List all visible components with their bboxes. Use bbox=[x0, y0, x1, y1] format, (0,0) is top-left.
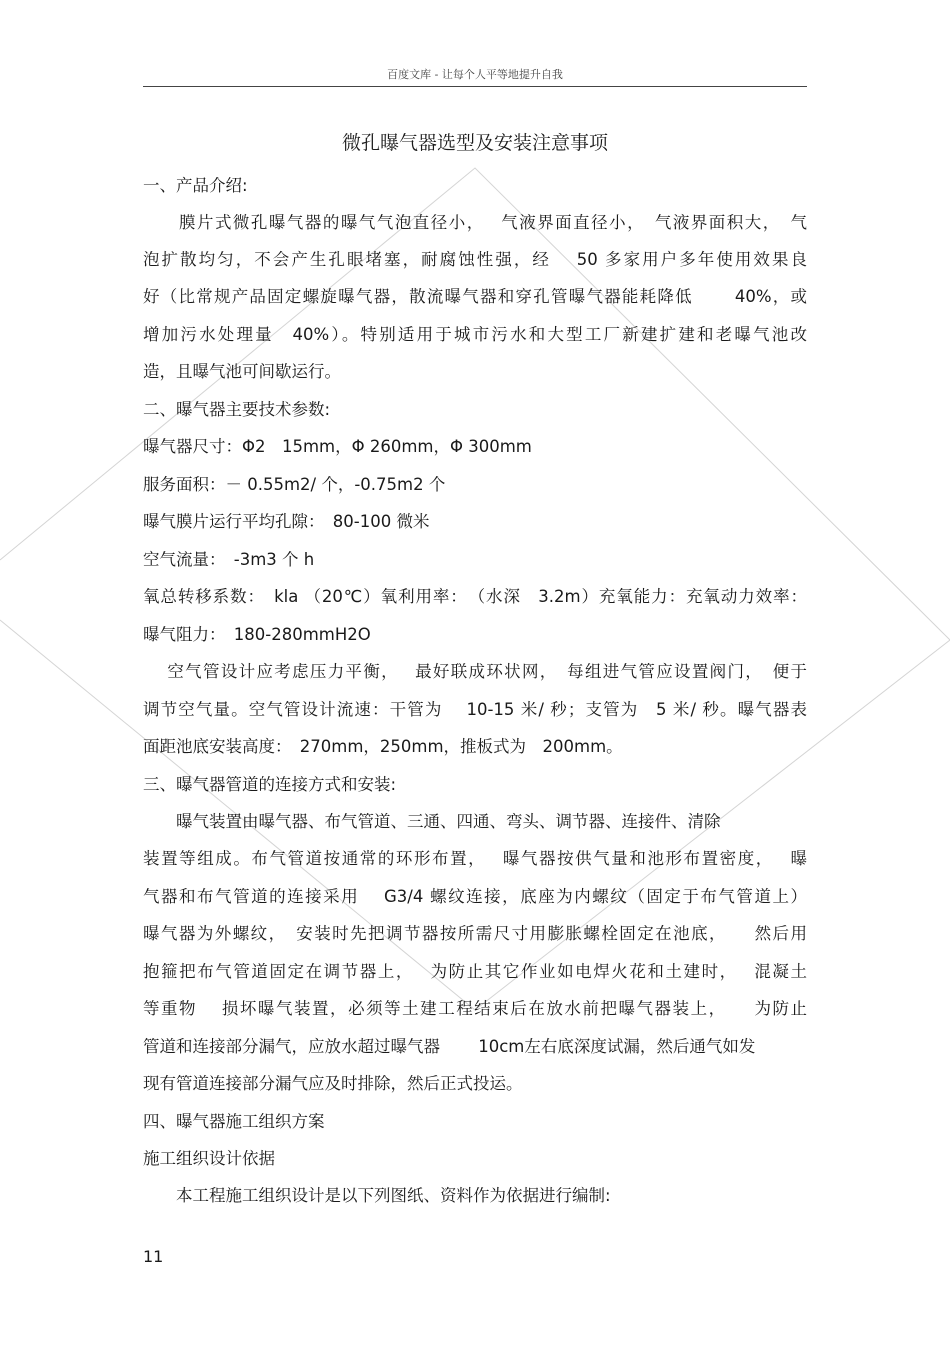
body-line: 膜片式微孔曝气器的曝气气泡直径小， 气液界面直径小， 气液界面积大， 气 bbox=[143, 213, 807, 232]
body-line: 调节空气量。空气管设计流速：干管为 10-15 米/ 秒；支管为 5 米/ 秒。曝气器表 bbox=[143, 700, 807, 719]
body-line: 施工组织设计依据 bbox=[143, 1149, 275, 1168]
body-line: 气器和布气管道的连接采用 G3/4 螺纹连接，底座为内螺纹（固定于布气管道上） bbox=[143, 887, 807, 906]
body-line: 管道和连接部分漏气，应放水超过曝气器 10cm左右底深度试漏，然后通气如发 bbox=[143, 1037, 756, 1056]
body-line: 本工程施工组织设计是以下列图纸、资料作为依据进行编制: bbox=[143, 1186, 611, 1205]
body-line: 曝气膜片运行平均孔隙： 80-100 微米 bbox=[143, 512, 430, 531]
page-number: 11 bbox=[143, 1247, 164, 1266]
body-line: 服务面积：－ 0.55m2/ 个，-0.75m2 个 bbox=[143, 475, 446, 494]
body-line: 曝气器尺寸：Φ2 15mm，Φ 260mm，Φ 300mm bbox=[143, 437, 532, 456]
body-line: 二、曝气器主要技术参数: bbox=[143, 400, 331, 419]
body-line: 增加污水处理量 40%）。特别适用于城市污水和大型工厂新建扩建和老曝气池改 bbox=[143, 325, 807, 344]
body-line: 曝气装置由曝气器、布气管道、三通、四通、弯头、调节器、连接件、清除 bbox=[143, 812, 721, 831]
body-line: 等重物 损坏曝气装置，必须等土建工程结束后在放水前把曝气器装上， 为防止 bbox=[143, 999, 807, 1018]
document-title: 微孔曝气器选型及安装注意事项 bbox=[341, 132, 608, 154]
body-line: 三、曝气器管道的连接方式和安装: bbox=[143, 775, 397, 794]
body-line: 空气管设计应考虑压力平衡， 最好联成环状网， 每组进气管应设置阀门， 便于 bbox=[143, 662, 807, 681]
body-line: 好（比常规产品固定螺旋曝气器，散流曝气器和穿孔管曝气器能耗降低 40%，或 bbox=[143, 287, 807, 306]
body-line: 四、曝气器施工组织方案 bbox=[143, 1112, 325, 1131]
page-header: 百度文库 - 让每个人平等地提升自我 bbox=[387, 68, 563, 81]
body-line: 空气流量： -3m3 个 h bbox=[143, 550, 315, 569]
header-divider bbox=[143, 86, 807, 87]
body-line: 曝气阻力： 180-280mmH2O bbox=[143, 625, 371, 644]
body-line: 氧总转移系数： kla （20℃）氧利用率： （水深 3.2m）充氧能力：充氧动力效率： bbox=[143, 587, 807, 606]
body-line: 一、产品介绍: bbox=[143, 176, 248, 195]
body-line: 曝气器为外螺纹， 安装时先把调节器按所需尺寸用膨胀螺栓固定在池底， 然后用 bbox=[143, 924, 807, 943]
body-line: 装置等组成。布气管道按通常的环形布置， 曝气器按供气量和池形布置密度， 曝 bbox=[143, 849, 807, 868]
body-line: 面距池底安装高度： 270mm，250mm，推板式为 200mm。 bbox=[143, 737, 623, 756]
body-line: 现有管道连接部分漏气应及时排除，然后正式投运。 bbox=[143, 1074, 523, 1093]
body-line: 抱箍把布气管道固定在调节器上， 为防止其它作业如电焊火花和土建时， 混凝土 bbox=[143, 962, 807, 981]
body-line: 造，且曝气池可间歇运行。 bbox=[143, 362, 341, 381]
body-line: 泡扩散均匀，不会产生孔眼堵塞，耐腐蚀性强，经 50 多家用户多年使用效果良 bbox=[143, 250, 807, 269]
